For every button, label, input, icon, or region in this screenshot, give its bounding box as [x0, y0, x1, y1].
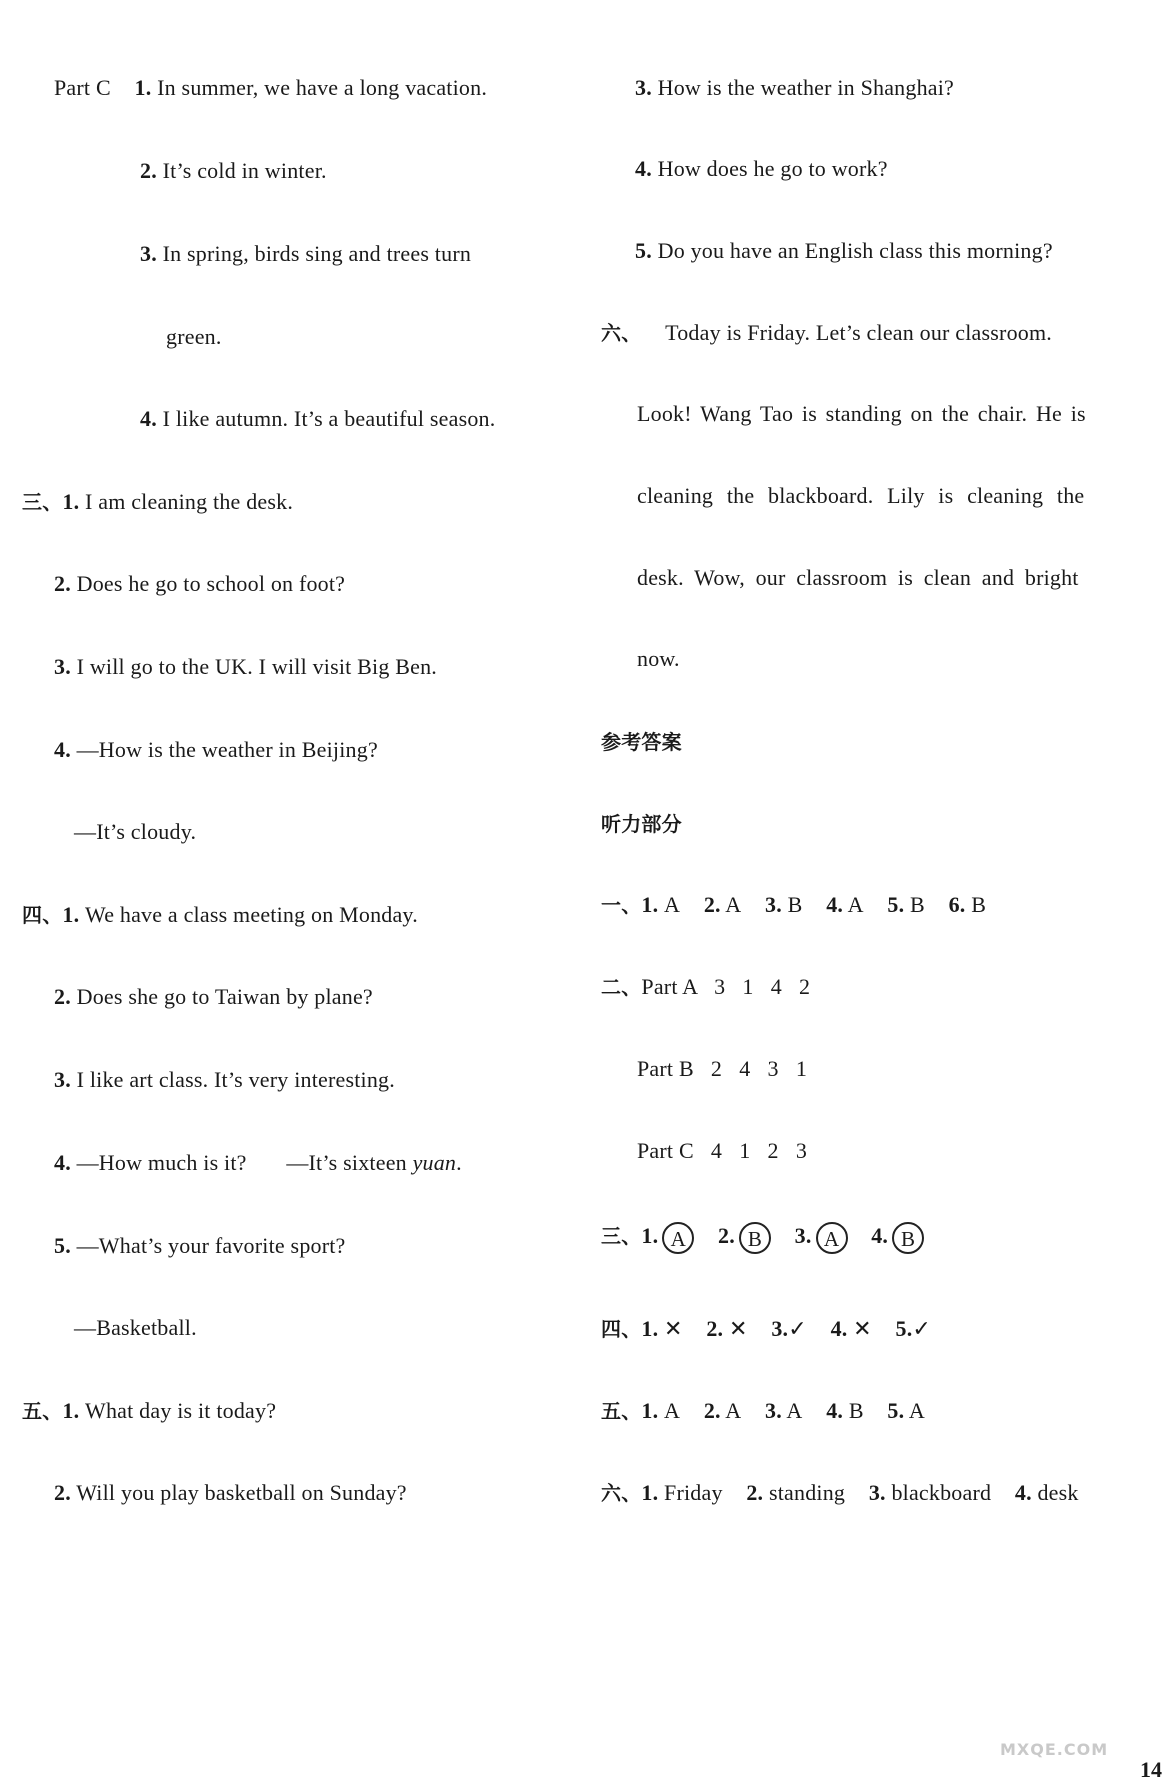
check-mark-icon: ✓: [912, 1316, 932, 1341]
section-five-label: 五、: [22, 1399, 63, 1423]
check-mark-icon: ✓: [788, 1316, 807, 1341]
part-c-label: Part C: [54, 75, 111, 100]
liu-passage-line-1: 六、 Today is Friday. Let’s clean our classroom.: [601, 320, 1052, 345]
si-line-5: 5. —What’s your favorite sport?: [54, 1233, 346, 1258]
cross-mark-icon: ✕: [664, 1316, 683, 1341]
si-line-5-reply: —Basketball.: [74, 1315, 197, 1340]
san-line-2: 2. Does he go to school on foot?: [54, 571, 346, 596]
answer-row-2-part-c: Part C 4 1 2 3: [637, 1138, 808, 1163]
san-line-4: 4. —How is the weather in Beijing?: [54, 737, 378, 762]
wu-line-1: 五、1. What day is it today?: [22, 1398, 277, 1423]
section-four-label: 四、: [22, 903, 63, 927]
page-number: 14: [1140, 1757, 1162, 1782]
answer-row-2-part-b: Part B 2 4 3 1: [637, 1056, 808, 1081]
liu-passage-line-5: now.: [637, 646, 680, 671]
answer-row-5: 五、1. A 2. A 3. A 4. B 5. A: [601, 1398, 925, 1423]
answer-row-6: 六、1. Friday 2. standing 3. blackboard 4. desk: [601, 1480, 1079, 1505]
circled-answer: B: [892, 1222, 924, 1254]
part-c-line-2: 2. It’s cold in winter.: [140, 158, 327, 183]
wu-line-5: 5. Do you have an English class this morning?: [635, 238, 1053, 263]
part-c-line-3: 3. In spring, birds sing and trees turn: [140, 241, 472, 266]
answer-row-3: 三、1. A 2. B 3. A 4. B: [601, 1218, 924, 1254]
circled-answer: A: [816, 1222, 848, 1254]
section-six-label: 六、: [601, 321, 642, 345]
si-line-2: 2. Does she go to Taiwan by plane?: [54, 984, 373, 1009]
part-c-line-3-cont: green.: [166, 324, 222, 349]
si-line-4: 4. —How much is it? —It’s sixteen yuan.: [54, 1150, 462, 1175]
cross-mark-icon: ✕: [853, 1316, 872, 1341]
wu-line-4: 4. How does he go to work?: [635, 156, 888, 181]
liu-passage-line-4: desk. Wow, our classroom is clean and bright: [637, 565, 1079, 590]
si-line-1: 四、1. We have a class meeting on Monday.: [22, 902, 418, 927]
san-line-1: 三、1. I am cleaning the desk.: [22, 489, 294, 514]
liu-passage-line-3: cleaning the blackboard. Lily is cleaning the: [637, 483, 1085, 508]
listening-title: 听力部分: [601, 812, 682, 836]
part-c-line-1: Part C 1. In summer, we have a long vacation.: [54, 75, 488, 100]
watermark: MXQE.COM: [1000, 1740, 1109, 1759]
san-line-4-reply: —It’s cloudy.: [74, 819, 197, 844]
cross-mark-icon: ✕: [728, 1316, 748, 1341]
wu-line-2: 2. Will you play basketball on Sunday?: [54, 1480, 407, 1505]
wu-line-3: 3. How is the weather in Shanghai?: [635, 75, 955, 100]
answer-row-1: 一、1. A 2. A 3. B 4. A 5. B 6. B: [601, 892, 987, 917]
answer-row-4: 四、1. ✕ 2. ✕ 3.✓ 4. ✕ 5.✓: [601, 1316, 932, 1341]
san-line-3: 3. I will go to the UK. I will visit Big Ben.: [54, 654, 437, 679]
circled-answer: A: [662, 1222, 694, 1254]
liu-passage-line-2: Look! Wang Tao is standing on the chair. He is: [637, 401, 1086, 426]
answers-title: 参考答案: [601, 730, 682, 754]
part-c-line-4: 4. I like autumn. It’s a beautiful season.: [140, 406, 496, 431]
section-three-label: 三、: [22, 490, 63, 514]
answer-row-2-part-a: 二、Part A 3 1 4 2: [601, 974, 811, 999]
circled-answer: B: [739, 1222, 771, 1254]
si-line-3: 3. I like art class. It’s very interesting.: [54, 1067, 395, 1092]
